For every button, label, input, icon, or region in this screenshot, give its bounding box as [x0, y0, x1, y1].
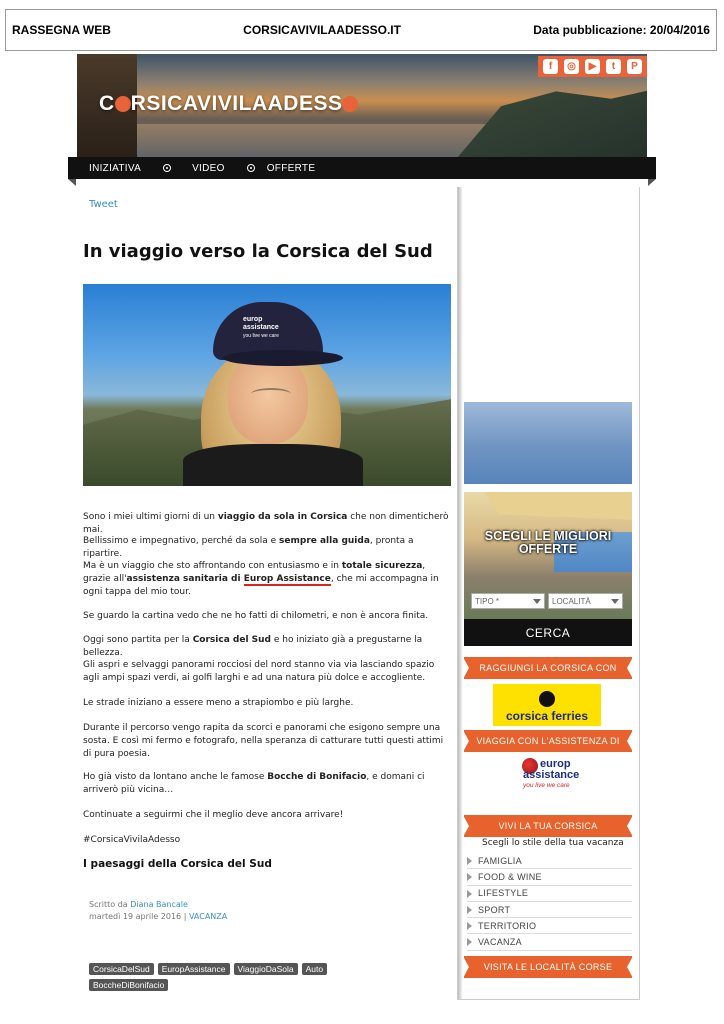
cerca-button[interactable]: CERCA — [464, 619, 632, 646]
author-line: Scritto da Diana Bancale — [89, 900, 188, 909]
tag-bocchedibonifacio[interactable]: BoccheDiBonifacio — [89, 979, 168, 991]
press-source-label: RASSEGNA WEB — [12, 23, 111, 37]
category-territorio[interactable]: TERRITORIO — [467, 918, 632, 934]
localita-select[interactable]: LOCALITÀ — [548, 593, 623, 609]
sidebar-ad-box[interactable] — [464, 402, 632, 484]
press-publication-date: Data pubblicazione: 20/04/2016 — [533, 23, 710, 37]
tag-europassistance[interactable]: EuropAssistance — [158, 963, 230, 975]
photo-cap-logo: europ assistance you live we care — [243, 316, 279, 339]
main-nav — [68, 157, 656, 179]
youtube-icon[interactable]: ▶ — [585, 59, 600, 74]
social-icons — [538, 56, 647, 77]
category-lifestyle[interactable]: LIFESTYLE — [467, 886, 632, 902]
category-link[interactable]: VACANZA — [188, 912, 228, 921]
tag-corsicadelsud[interactable]: CorsicaDelSud — [89, 963, 154, 975]
tag-viaggiodasola[interactable]: ViaggioDaSola — [234, 963, 298, 975]
corsica-ferries-logo[interactable]: corsica ferries — [493, 684, 601, 726]
hashtag: #CorsicaVivilaAdesso — [83, 835, 181, 845]
ribbon-raggiungi: RAGGIUNGI LA CORSICA CON — [464, 657, 632, 679]
category-famiglia[interactable]: FAMIGLIA — [467, 853, 632, 869]
promo-headline: SCEGLI LE MIGLIORI OFFERTE — [484, 529, 612, 556]
photo-cap-brim — [223, 350, 343, 366]
logo-o-icon — [115, 96, 131, 112]
paragraph-8: Durante il percorso vengo rapita da scorci e panorami che esigono sempre una sosta. E così mi fermo e fotografo, nella speranza di catturare tutti questi attimi di pura poesia. — [83, 723, 444, 759]
category-list — [467, 853, 632, 951]
ribbon-assistenza: VIAGGIA CON L'ASSISTENZA DI — [464, 730, 632, 752]
article-photo — [83, 284, 451, 486]
paragraph-5: Oggi sono partita per la Corsica del Sud e ho iniziato già a pregustarne la bellezza. — [83, 635, 423, 658]
category-vacanza[interactable]: VACANZA — [467, 934, 632, 950]
europ-assistance-link[interactable]: Europ Assistance — [243, 574, 331, 584]
date-line: martedì 19 aprile 2016 | VACANZA — [89, 912, 228, 921]
ribbon-vivi: VIVI LA TUA CORSICA — [464, 815, 632, 837]
tag-list — [89, 963, 409, 991]
article-subtitle: I paesaggi della Corsica del Sud — [83, 858, 272, 870]
paragraph-7: Le strade iniziano a essere meno a strapiombo e più larghe. — [83, 698, 354, 708]
press-site-name: CORSICAVIVILAADESSO.IT — [243, 23, 401, 37]
tweet-link[interactable]: Tweet — [89, 199, 118, 210]
moor-head-icon — [539, 691, 555, 707]
logo-o-icon-end — [342, 96, 358, 112]
nav-ribbon-tail-right — [648, 179, 656, 186]
chevron-down-icon — [611, 599, 619, 604]
promo-canopy — [484, 492, 632, 520]
nav-separator-icon — [247, 164, 255, 172]
banner-hills — [457, 84, 647, 158]
nav-item-video[interactable]: VIDEO — [192, 162, 225, 174]
article-title: In viaggio verso la Corsica del Sud — [83, 241, 433, 262]
paragraph-3: Ma è un viaggio che sto affrontando con entusiasmo e in totale sicurezza, grazie all'assistenza sanitaria di Europ Assistance, che mi accompagna in ogni tappa del mio tour. — [83, 561, 439, 597]
twitter-icon[interactable]: t — [606, 59, 621, 74]
ribbon-localita[interactable]: VISITA LE LOCALITÀ CORSE — [464, 956, 632, 978]
nav-separator-icon — [163, 164, 171, 172]
tipo-select[interactable]: TIPO * — [471, 593, 545, 609]
style-prompt: Scegli lo stile della tua vacanza — [482, 838, 624, 848]
nav-ribbon-tail-left — [68, 179, 76, 186]
tag-auto[interactable]: Auto — [302, 963, 328, 975]
paragraph-9: Ho già visto da lontano anche le famose Bocche di Bonifacio, e domani ci arriverò più vicina… — [83, 772, 425, 795]
chevron-down-icon — [533, 599, 541, 604]
facebook-icon[interactable]: f — [543, 59, 558, 74]
paragraph-10: Continuate a seguirmi che il meglio deve ancora arrivare! — [83, 810, 344, 820]
paragraph-1: Sono i miei ultimi giorni di un viaggio da sola in Corsica che non dimenticherò mai. — [83, 512, 449, 535]
photo-jacket — [183, 444, 363, 486]
banner-sea — [137, 124, 517, 158]
category-food-wine[interactable]: FOOD & WINE — [467, 869, 632, 885]
author-link[interactable]: Diana Bancale — [130, 900, 188, 909]
nav-item-iniziativa[interactable]: INIZIATIVA — [89, 162, 142, 174]
photo-glasses — [251, 388, 291, 400]
paragraph-2: Bellissimo e impegnativo, perché da sola e sempre alla guida, pronta a ripartire. — [83, 536, 414, 559]
press-header — [5, 9, 717, 51]
europ-assistance-logo[interactable]: europ assistance you live we care — [523, 758, 580, 789]
nav-item-offerte[interactable]: OFFERTE — [266, 162, 316, 174]
paragraph-6: Gli aspri e selvaggi panorami rocciosi del nord stanno via via lasciando spazio agli ampi spazi verdi, ai golfi larghi e ad una natura più dolce e accogliente. — [83, 660, 435, 683]
pinterest-icon[interactable]: P — [627, 59, 642, 74]
site-banner — [77, 54, 647, 158]
paragraph-4: Se guardo la cartina vedo che ne ho fatti di chilometri, e non è ancora finita. — [83, 611, 429, 621]
site-logo[interactable]: C RSICAVIVILAADESS — [99, 92, 358, 116]
instagram-icon[interactable]: ◎ — [564, 59, 579, 74]
category-sport[interactable]: SPORT — [467, 902, 632, 918]
